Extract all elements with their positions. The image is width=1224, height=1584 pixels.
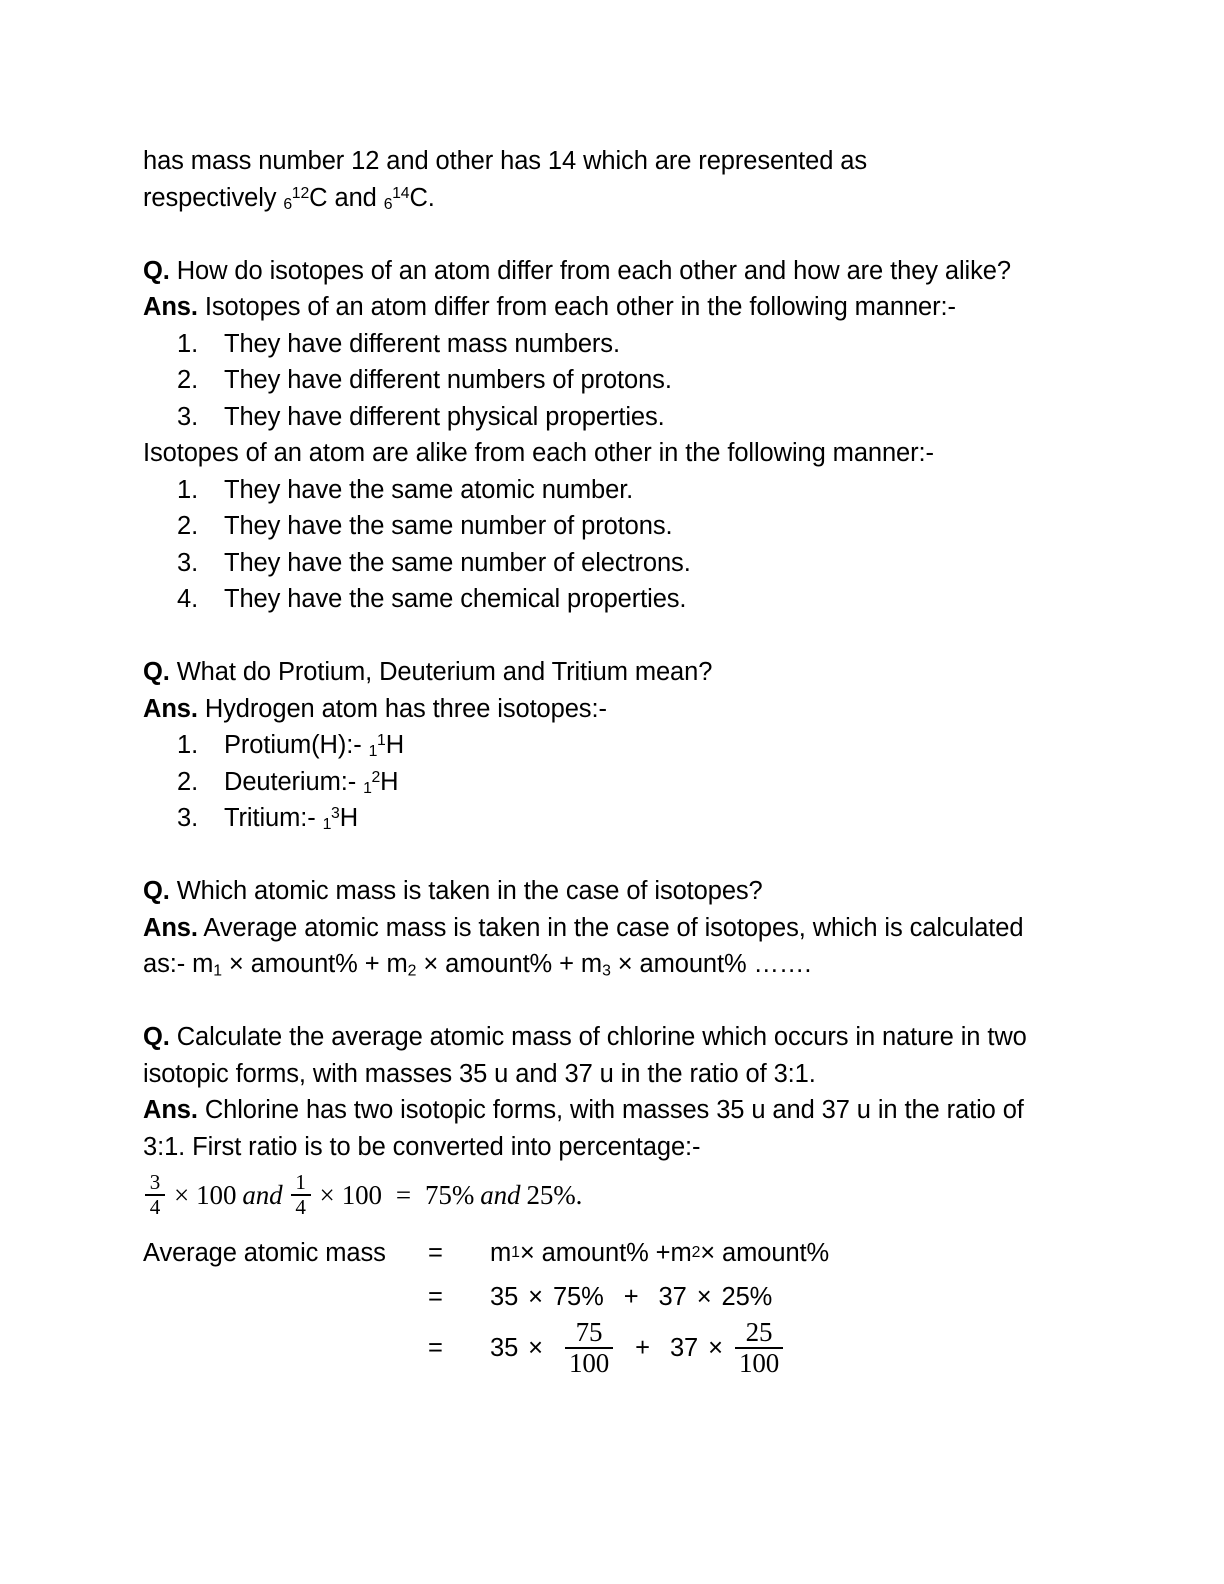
question-3-text: Which atomic mass is taken in the case of isotopes? — [169, 877, 763, 905]
list-item-text: They have different numbers of protons. — [224, 366, 672, 394]
equation-equals-sign: = — [428, 1333, 443, 1362]
isotope-c14-subscript: 6 — [383, 195, 393, 213]
fraction-three-fourths — [145, 1172, 165, 1218]
equation-row-1 — [143, 1231, 1064, 1275]
eq-percent-75: 75% — [552, 1282, 604, 1311]
isotope-symbol: H — [380, 767, 399, 796]
fraction-numerator: 75 — [575, 1317, 603, 1347]
eq-term-1: × amount% + — [519, 1238, 671, 1267]
paragraph-spacer — [143, 837, 1064, 874]
formula-m3: m — [580, 950, 603, 978]
eq-plus: + — [623, 1282, 639, 1311]
hydrogen-isotopes-list — [143, 727, 1064, 837]
similarities-intro: Isotopes of an atom are alike from each other in the following manner:- — [143, 439, 934, 467]
answer-1-label: Ans. — [143, 293, 198, 321]
list-marker: 1. — [177, 475, 199, 504]
list-item — [143, 800, 1064, 837]
continuation-paragraph — [143, 143, 1064, 216]
equation-equals-sign: = — [428, 1282, 443, 1311]
fraction-75-over-100 — [565, 1319, 613, 1377]
isotope-name: Tritium:- — [224, 804, 323, 832]
fraction-denominator: 100 — [738, 1347, 780, 1378]
formula-m1: m — [192, 950, 214, 978]
multiply-sign: × — [319, 1180, 335, 1210]
list-item — [143, 362, 1064, 399]
answer-4 — [143, 1092, 1064, 1165]
eq-plus: + — [635, 1333, 650, 1362]
answer-3-label: Ans. — [143, 913, 198, 942]
eq-multiply-1: × — [528, 1282, 543, 1311]
question-4-label: Q. — [143, 1023, 170, 1051]
list-item-text: They have different physical properties. — [224, 402, 665, 431]
question-2-label: Q. — [143, 658, 170, 686]
equation-rhs-fractions — [490, 1319, 785, 1377]
isotope-subscript: 1 — [363, 779, 372, 797]
fraction-25-over-100 — [735, 1319, 783, 1377]
question-1-label: Q. — [143, 256, 170, 285]
list-marker: 2. — [177, 366, 199, 394]
list-item-text: They have different mass numbers. — [224, 329, 620, 358]
continuation-line-1: has mass number 12 and other has 14 which are represented as — [143, 147, 868, 175]
equation-equals-sign: = — [428, 1238, 443, 1267]
answer-1-intro-text: Isotopes of an atom differ from each other in the following manner:- — [197, 293, 956, 321]
question-3 — [143, 873, 1064, 910]
list-item — [143, 581, 1064, 618]
fraction-numerator: 3 — [149, 1170, 161, 1195]
equals-sign: = — [395, 1180, 412, 1210]
eq-mass-37: 37 — [658, 1282, 687, 1311]
paragraph-spacer — [143, 618, 1064, 655]
fraction-denominator: 4 — [295, 1194, 306, 1219]
list-item-text: They have the same atomic number. — [224, 475, 634, 504]
fraction-one-fourth — [291, 1172, 311, 1218]
isotope-subscript: 1 — [322, 816, 332, 834]
equation-lhs-label: Average atomic mass — [143, 1238, 386, 1267]
answer-3-text: Average atomic mass is taken in the case of isotopes, which is calculated as:- — [143, 913, 1024, 978]
formula-term-1: × amount% + — [221, 950, 387, 978]
isotope-superscript: 2 — [371, 768, 381, 786]
question-3-label: Q. — [143, 877, 170, 905]
list-marker: 4. — [177, 585, 199, 613]
equation-row-3 — [143, 1319, 1064, 1377]
equation-rhs-percent — [490, 1279, 772, 1316]
list-marker: 1. — [177, 731, 199, 759]
formula-m1-subscript: 1 — [213, 962, 222, 980]
answer-2-intro-text: Hydrogen atom has three isotopes:- — [197, 694, 607, 723]
question-4-text: Calculate the average atomic mass of chlorine which occurs in nature in two isotopic forms, with masses 35 u and 37 u in the ratio of 3:1. — [143, 1023, 1027, 1088]
isotope-symbol: H — [339, 804, 359, 832]
question-2-text: What do Protium, Deuterium and Tritium mean? — [169, 658, 713, 686]
isotope-name: Deuterium:- — [224, 767, 364, 796]
fraction-denominator: 100 — [568, 1347, 610, 1378]
value-100-first: 100 — [196, 1180, 237, 1210]
differences-list — [143, 326, 1064, 436]
fraction-numerator: 1 — [295, 1170, 306, 1195]
continuation-line-2-suffix: . — [427, 183, 435, 212]
answer-4-text: Chlorine has two isotopic forms, with masses 35 u and 37 u in the ratio of 3:1. First ratio is to be converted into percentage:- — [143, 1096, 1024, 1161]
list-marker: 2. — [177, 767, 199, 796]
formula-m3-subscript: 3 — [602, 962, 611, 980]
eq-multiply-2: × — [708, 1333, 723, 1362]
question-2 — [143, 654, 1064, 691]
equation-rhs-symbolic: m 1 × amount% + m 2 × amount% — [490, 1235, 829, 1272]
paragraph-spacer — [143, 983, 1064, 1020]
fraction-numerator: 25 — [745, 1317, 773, 1347]
list-item-text: They have the same chemical properties. — [224, 585, 687, 613]
equation-row-2 — [143, 1275, 1064, 1319]
list-marker: 3. — [177, 804, 199, 832]
document-body — [143, 143, 1064, 1377]
and-word-first: and — [242, 1180, 283, 1210]
eq-m1: m — [490, 1238, 512, 1267]
formula-m2: m — [386, 950, 408, 978]
answer-3 — [143, 910, 1064, 983]
continuation-line-2-prefix: respectively — [143, 183, 284, 212]
eq-multiply-1: × — [528, 1333, 543, 1362]
answer-2-label: Ans. — [143, 694, 198, 723]
and-word-second: and — [480, 1180, 521, 1210]
list-item — [143, 764, 1064, 801]
paragraph-spacer — [143, 216, 1064, 253]
question-4 — [143, 1019, 1064, 1092]
list-marker: 3. — [177, 548, 199, 577]
list-item — [143, 545, 1064, 582]
isotope-subscript: 1 — [368, 743, 378, 761]
formula-term-2: × amount% + — [416, 950, 581, 978]
isotope-c14-symbol: C — [409, 183, 428, 212]
isotope-conjunction: and — [327, 183, 384, 212]
isotope-c12-superscript: 12 — [291, 184, 310, 202]
isotope-name: Protium(H):- — [224, 731, 369, 759]
formula-term-3: × amount% ……. — [610, 950, 812, 978]
isotope-superscript: 1 — [377, 732, 386, 750]
eq-mass-35: 35 — [490, 1333, 519, 1362]
formula-m2-subscript: 2 — [407, 962, 417, 980]
isotope-symbol: H — [385, 731, 405, 759]
fraction-denominator: 4 — [149, 1194, 161, 1219]
isotope-c12-symbol: C — [309, 183, 328, 212]
eq-multiply-2: × — [696, 1282, 712, 1311]
list-item — [143, 326, 1064, 363]
answer-1-intro — [143, 289, 1064, 326]
similarities-list — [143, 472, 1064, 618]
value-100-second: 100 — [341, 1180, 382, 1210]
answer-4-label: Ans. — [143, 1096, 198, 1124]
average-atomic-mass-equations — [143, 1231, 1064, 1377]
question-1-text: How do isotopes of an atom differ from each other and how are they alike? — [169, 256, 1011, 285]
question-1 — [143, 253, 1064, 290]
eq-percent-25: 25% — [721, 1282, 773, 1311]
list-item — [143, 472, 1064, 509]
multiply-sign: × — [174, 1180, 190, 1210]
list-marker: 2. — [177, 512, 199, 540]
result-25-percent: 25%. — [526, 1180, 583, 1210]
list-item — [143, 508, 1064, 545]
answer-2-intro — [143, 691, 1064, 728]
eq-m2: m — [670, 1238, 692, 1267]
list-marker: 3. — [177, 402, 199, 431]
isotope-superscript: 3 — [331, 805, 340, 823]
list-item-text: They have the same number of electrons. — [224, 548, 691, 577]
percentage-conversion-math — [143, 1169, 1064, 1221]
eq-term-2: × amount% — [700, 1238, 830, 1267]
isotope-c14-superscript: 14 — [392, 184, 410, 202]
list-item — [143, 399, 1064, 436]
isotope-c12-subscript: 6 — [283, 195, 293, 213]
eq-mass-35: 35 — [490, 1282, 519, 1311]
list-marker: 1. — [177, 329, 199, 358]
result-75-percent: 75% — [425, 1180, 475, 1210]
list-item-text: They have the same number of protons. — [224, 512, 673, 540]
list-item — [143, 727, 1064, 764]
eq-mass-37: 37 — [669, 1333, 699, 1362]
